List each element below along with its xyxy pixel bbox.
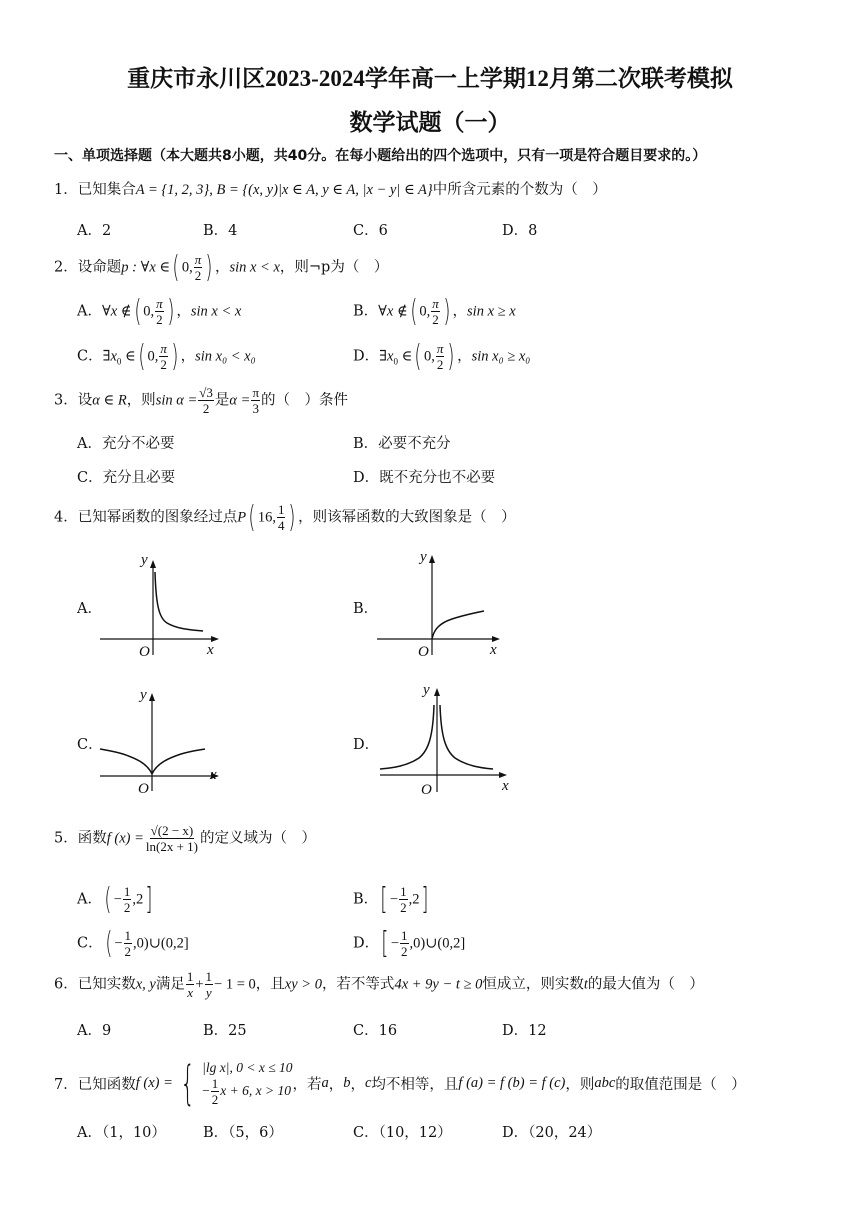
- math: sin x₀ < x₀: [195, 348, 256, 365]
- question-text: 均不相等，且: [371, 1076, 459, 1093]
- graph-option-a: [95, 550, 235, 660]
- denominator: 2: [160, 357, 167, 372]
- math: x + 6, x > 10: [220, 1082, 292, 1098]
- piecewise-cases: [202, 1060, 292, 1106]
- option-label: C．: [77, 935, 103, 952]
- curve: [155, 572, 203, 631]
- x-label: x: [210, 767, 217, 783]
- question-text: ，则: [565, 1076, 595, 1093]
- option-label: C．: [77, 348, 103, 365]
- y-axis-arrow: [434, 688, 440, 696]
- option-b: B．4: [203, 223, 238, 239]
- math: ∈: [121, 348, 136, 365]
- numerator: π: [252, 385, 260, 400]
- option-label: D．: [353, 348, 380, 365]
- math: sin x₀ ≥ x₀: [471, 348, 531, 365]
- paren: (: [133, 294, 141, 329]
- fraction: [145, 824, 199, 853]
- denominator: 2: [124, 944, 132, 959]
- math: sin α =: [155, 392, 198, 409]
- question-text: ，则该幂函数的大致图象是（ ）: [298, 509, 516, 526]
- case-1: |lg x|, 0 < x ≤ 10: [202, 1060, 293, 1076]
- sep: ，: [350, 1076, 365, 1093]
- question-text: 是: [214, 392, 230, 409]
- option-d: D．12: [502, 1023, 547, 1039]
- curve-right: [440, 705, 493, 769]
- numerator: 1: [124, 928, 132, 943]
- denominator: x: [187, 985, 193, 1000]
- numerator: 1: [400, 884, 407, 899]
- math: t: [583, 976, 588, 993]
- question-text: ，若不等式: [321, 976, 395, 993]
- numerator: 1: [277, 502, 285, 517]
- option-a: A．（1，10）: [77, 1125, 166, 1141]
- option-c: C．（10，12）: [353, 1125, 452, 1141]
- math: − 1 = 0: [214, 976, 256, 993]
- math: sin x < x: [229, 259, 280, 276]
- origin-label: O: [418, 644, 429, 660]
- denominator: ln(2x + 1): [145, 839, 198, 854]
- math: +: [195, 976, 204, 993]
- y-axis-arrow: [149, 693, 155, 701]
- curve-right: [152, 749, 205, 774]
- question-number: 3．: [54, 392, 78, 409]
- paren: (: [104, 882, 112, 917]
- option-c: C．充分且必要: [77, 470, 176, 486]
- option-b: [353, 882, 431, 917]
- paren: ): [171, 339, 179, 374]
- bracket: ]: [145, 882, 153, 917]
- denominator: y: [205, 985, 212, 1000]
- numerator: π: [156, 296, 163, 311]
- brace: {: [180, 1056, 195, 1110]
- math: f (a) = f (b) = f (c): [458, 1074, 566, 1091]
- question-text: 已知函数: [77, 1076, 136, 1093]
- math: −: [202, 1082, 210, 1098]
- math-proposition: p : ∀x ∈: [121, 259, 171, 276]
- question-number: 4．: [54, 509, 78, 526]
- math: 4x + 9y − t ≥ 0: [394, 976, 483, 993]
- numerator: π: [160, 341, 167, 356]
- option-label: A．: [77, 891, 102, 908]
- option-d: D．（20，24）: [502, 1125, 602, 1141]
- bracket: [: [380, 882, 388, 917]
- sep: ，: [180, 348, 196, 365]
- option-c: [77, 926, 189, 961]
- question-2: [54, 250, 388, 285]
- fraction: [124, 929, 133, 958]
- numerator: 1: [211, 1075, 219, 1091]
- question-text: ，则: [126, 392, 156, 409]
- question-text: 中所含元素的个数为（ ）: [432, 182, 607, 198]
- option-b: [353, 294, 516, 329]
- question-text: 已知幂函数的图象经过点: [77, 509, 238, 526]
- question-number: 6．: [54, 976, 78, 993]
- paren: (: [104, 926, 112, 961]
- numerator: 1: [123, 884, 131, 899]
- denominator: 2: [194, 268, 202, 283]
- math: ∃x: [102, 348, 117, 365]
- option-d: D．既不充分也不必要: [353, 470, 496, 486]
- question-text: 已知实数: [77, 976, 136, 993]
- denominator: 2: [436, 357, 444, 372]
- option-a: A．2: [77, 223, 112, 239]
- option-c: [77, 339, 256, 374]
- math: 0,: [143, 303, 155, 320]
- math: a: [321, 1074, 329, 1091]
- denominator: 2: [432, 312, 439, 327]
- sep: ，: [328, 1076, 344, 1093]
- math: ,0)∪(0,2]: [409, 935, 466, 952]
- math: ∀x ∉: [378, 303, 408, 320]
- subscript: 0: [116, 356, 122, 367]
- question-text: ，则¬p为（ ）: [279, 259, 389, 276]
- option-a-label: A．: [77, 601, 102, 617]
- fraction: [194, 253, 203, 282]
- question-text: 设: [77, 392, 93, 409]
- fraction: [205, 970, 214, 999]
- math: ,0)∪(0,2]: [133, 935, 189, 952]
- math: f (x) =: [106, 830, 144, 847]
- subscript: 0: [393, 356, 398, 367]
- option-label: D．: [353, 935, 380, 952]
- fraction: [155, 297, 164, 326]
- page-subtitle: 数学试题（一）: [349, 110, 511, 135]
- fraction: [277, 503, 286, 532]
- question-text: 恒成立，则实数: [482, 976, 584, 993]
- question-text: 的取值范围是（ ）: [615, 1076, 746, 1093]
- math: xy > 0: [284, 976, 322, 993]
- y-axis-arrow: [429, 555, 435, 563]
- graph-option-c: [95, 683, 235, 795]
- option-c-label: C．: [77, 737, 103, 753]
- question-text: 满足: [155, 976, 185, 993]
- section-heading: 一、单项选择题（本大题共8小题，共40分。在每小题给出的四个选项中，只有一项是符合题目要求的。）: [54, 148, 707, 164]
- case-2: [202, 1077, 292, 1106]
- x-label: x: [207, 642, 214, 658]
- math: ,2: [132, 891, 144, 908]
- option-a: [77, 294, 241, 329]
- question-number: 1．: [54, 182, 78, 198]
- math: abc: [594, 1074, 616, 1091]
- paren: ): [205, 250, 213, 285]
- graph-option-d: [375, 680, 520, 800]
- option-label: B．: [353, 891, 379, 908]
- origin-label: O: [421, 782, 432, 798]
- bracket: ]: [421, 882, 429, 917]
- numerator: 1: [205, 969, 213, 984]
- fraction: [198, 386, 214, 415]
- paren: (: [248, 500, 256, 535]
- page-title: 重庆市永川区2023-2024学年高一上学期12月第二次联考模拟: [127, 66, 733, 91]
- curve-left: [380, 705, 434, 769]
- bracket: [: [381, 926, 389, 961]
- paren: (: [410, 294, 418, 329]
- fraction: [251, 386, 260, 415]
- fraction: [399, 885, 408, 914]
- option-c: C．6: [353, 223, 388, 239]
- math: α ∈ R: [92, 392, 127, 409]
- curve-left: [100, 749, 152, 774]
- math: b: [343, 1074, 351, 1091]
- question-text: 的最大值为（ ）: [587, 976, 704, 993]
- question-text: 函数: [77, 830, 107, 847]
- math: x, y: [135, 976, 156, 993]
- y-label: y: [420, 549, 427, 565]
- math: 0,: [419, 303, 431, 320]
- numerator: 1: [186, 969, 194, 984]
- question-text: ，: [214, 259, 230, 276]
- fraction: [123, 885, 132, 914]
- question-number: 5．: [54, 830, 78, 847]
- paren: ): [443, 294, 451, 329]
- fraction: [431, 297, 440, 326]
- math: ∀x ∉: [101, 303, 132, 320]
- option-b-label: B．: [353, 601, 379, 617]
- math: ,2: [408, 891, 420, 908]
- origin-label: O: [138, 781, 149, 795]
- question-text: ，若: [292, 1076, 322, 1093]
- math: 0,: [147, 348, 159, 365]
- curve: [432, 611, 484, 639]
- paren: (: [138, 339, 146, 374]
- denominator: 4: [277, 518, 285, 533]
- paren: ): [447, 339, 455, 374]
- math: 0,: [424, 348, 435, 365]
- denominator: 2: [156, 312, 163, 327]
- question-text: 设命题: [77, 259, 122, 276]
- math: ∈: [397, 348, 413, 365]
- option-a: A．9: [77, 1023, 112, 1039]
- math: −: [390, 935, 400, 952]
- option-c: C．16: [353, 1023, 398, 1039]
- y-label: y: [141, 552, 148, 568]
- sep: ，: [176, 303, 191, 320]
- option-b: B．（5，6）: [203, 1125, 283, 1141]
- x-label: x: [490, 642, 497, 658]
- numerator: π: [194, 252, 202, 267]
- math: −: [389, 891, 399, 908]
- paren: (: [172, 250, 180, 285]
- denominator: 2: [123, 900, 131, 915]
- denominator: 3: [252, 401, 259, 416]
- y-label: y: [140, 687, 147, 703]
- option-d: [353, 926, 465, 961]
- question-4: [54, 500, 516, 535]
- option-d: D．8: [502, 223, 538, 239]
- math: −: [113, 891, 122, 908]
- option-label: B．: [353, 303, 379, 320]
- option-a: A．充分不必要: [77, 436, 175, 452]
- option-d-label: D．: [353, 737, 380, 753]
- math-set-a: A = {1, 2, 3},: [135, 182, 217, 198]
- paren: (: [414, 339, 422, 374]
- option-b: B．必要不充分: [353, 436, 451, 452]
- denominator: 2: [202, 401, 210, 416]
- math: 0,: [181, 259, 193, 276]
- math: f (x) =: [135, 1074, 173, 1091]
- numerator: π: [432, 296, 439, 311]
- question-text: 的（ ）条件: [261, 392, 349, 409]
- math: sin x < x: [190, 303, 242, 320]
- y-label: y: [423, 682, 430, 698]
- origin-label: O: [139, 644, 150, 660]
- option-b: B．25: [203, 1023, 247, 1039]
- denominator: 2: [211, 1091, 219, 1107]
- fraction: [186, 970, 195, 999]
- graph-option-b: [372, 545, 512, 660]
- math: sin x ≥ x: [467, 303, 516, 320]
- question-1: [54, 178, 607, 199]
- question-5: [54, 824, 316, 853]
- denominator: 2: [401, 944, 408, 959]
- math-set-b: B = {(x, y)|x ∈ A, y ∈ A, |x − y| ∈ A}: [216, 182, 433, 198]
- math: −: [114, 935, 123, 952]
- question-text: ，且: [255, 976, 285, 993]
- numerator: √(2 − x): [150, 823, 194, 838]
- question-7: [54, 1056, 746, 1110]
- math: 16,: [257, 509, 276, 526]
- question-text: 的定义域为（ ）: [200, 830, 316, 847]
- fraction: [436, 342, 445, 371]
- numerator: π: [436, 341, 444, 356]
- paren: ): [288, 500, 296, 535]
- math: ∃x: [379, 348, 394, 365]
- question-3: [54, 386, 348, 415]
- question-number: 2．: [54, 259, 78, 276]
- sep: ，: [457, 348, 472, 365]
- option-label: A．: [77, 303, 102, 320]
- denominator: 2: [400, 900, 407, 915]
- paren: ): [166, 294, 175, 329]
- option-a: [77, 882, 155, 917]
- math: c: [364, 1074, 372, 1091]
- fraction: [400, 929, 409, 958]
- numerator: √3: [199, 385, 213, 400]
- numerator: 1: [401, 928, 408, 943]
- fraction: [159, 342, 168, 371]
- question-number: 7．: [54, 1076, 78, 1093]
- math: P: [237, 509, 247, 526]
- option-d: [353, 339, 530, 374]
- math: α =: [229, 392, 251, 409]
- question-6: [54, 970, 704, 999]
- y-axis-arrow: [150, 560, 156, 568]
- question-text: 已知集合: [77, 182, 136, 198]
- sep: ，: [452, 303, 468, 320]
- x-label: x: [502, 778, 509, 794]
- fraction: [211, 1077, 220, 1106]
